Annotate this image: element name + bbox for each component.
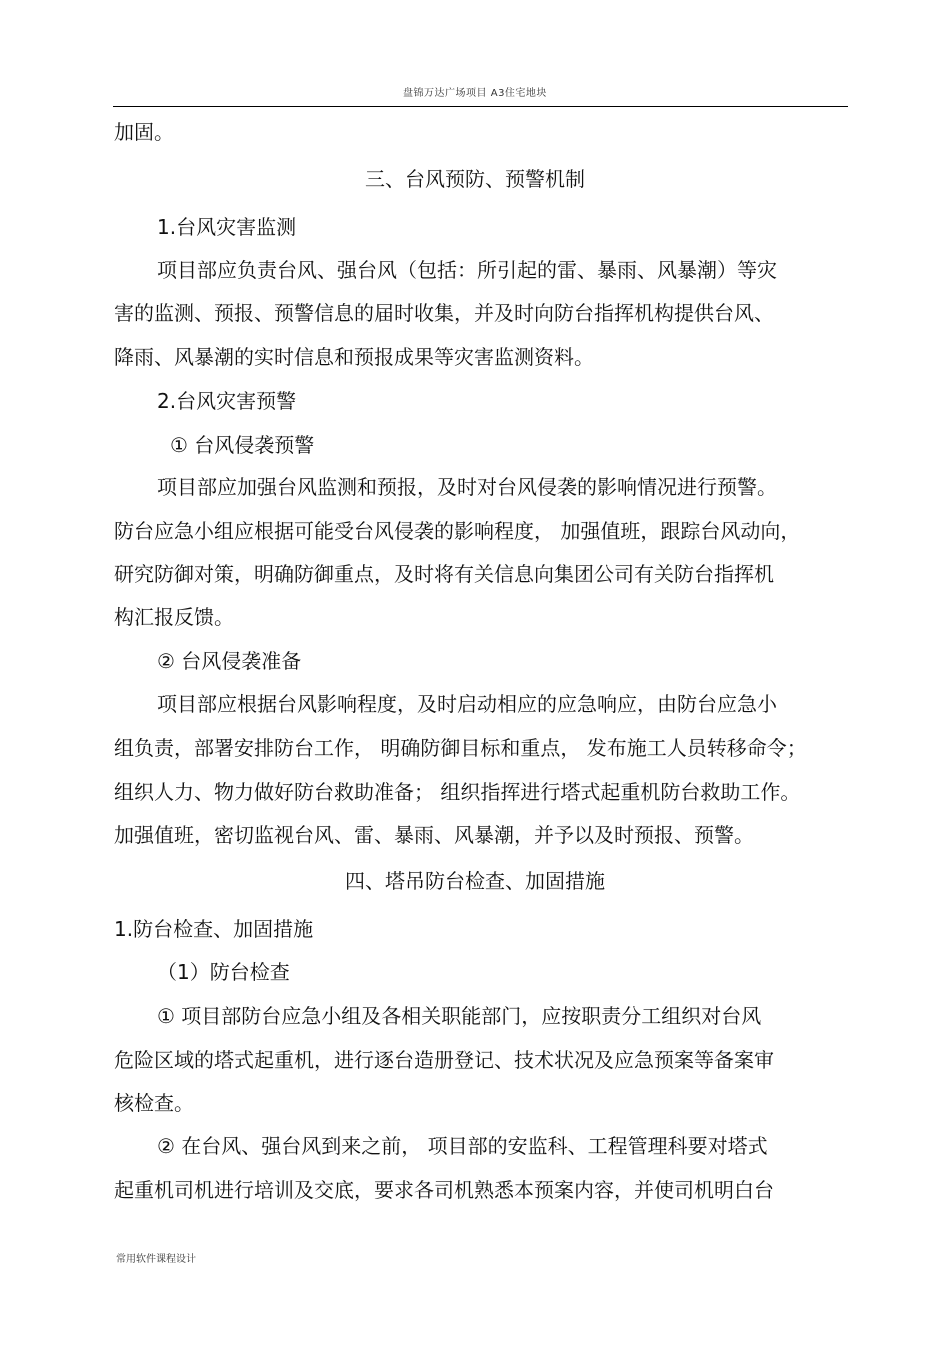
subheading: （1）防台检查 xyxy=(157,960,290,984)
body-line: 加固。 xyxy=(114,120,174,144)
body-line: 研究防御对策，明确防御重点，及时将有关信息向集团公司有关防台指挥机 xyxy=(114,562,774,586)
body-line: 降雨、风暴潮的实时信息和预报成果等灾害监测资料。 xyxy=(114,345,594,369)
page-footer: 常用软件课程设计 xyxy=(116,1254,196,1265)
body-line: ② 在台风、强台风到来之前， 项目部的安监科、工程管理科要对塔式 xyxy=(157,1134,768,1158)
body-line: 项目部应根据台风影响程度，及时启动相应的应急响应，由防台应急小 xyxy=(157,692,777,716)
section-heading: 三、台风预防、预警机制 xyxy=(365,167,585,191)
body-line: 起重机司机进行培训及交底，要求各司机熟悉本预案内容，并使司机明白台 xyxy=(114,1178,774,1202)
subheading: 1.台风灾害监测 xyxy=(157,215,297,239)
subheading: ② 台风侵袭准备 xyxy=(157,649,302,673)
body-line: 构汇报反馈。 xyxy=(114,605,234,629)
body-line: 组负责，部署安排防台工作， 明确防御目标和重点， 发布施工人员转移命令； xyxy=(114,736,807,760)
body-line: 危险区域的塔式起重机，进行逐台造册登记、技术状况及应急预案等备案审 xyxy=(114,1048,774,1072)
section-heading: 四、塔吊防台检查、加固措施 xyxy=(345,869,605,893)
subheading: 2.台风灾害预警 xyxy=(157,389,297,413)
body-line: 加强值班，密切监视台风、雷、暴雨、风暴潮，并予以及时预报、预警。 xyxy=(114,823,754,847)
body-line: ① 项目部防台应急小组及各相关职能部门，应按职责分工组织对台风 xyxy=(157,1004,762,1028)
page-header: 盘锦万达广场项目 A3住宅地块 xyxy=(403,88,547,99)
header-divider xyxy=(113,106,848,107)
subheading: 1.防台检查、加固措施 xyxy=(114,917,314,941)
subheading: ① 台风侵袭预警 xyxy=(170,433,315,457)
body-line: 核检查。 xyxy=(114,1091,194,1115)
body-line: 项目部应负责台风、强台风（包括：所引起的雷、暴雨、风暴潮）等灾 xyxy=(157,258,777,282)
body-line: 项目部应加强台风监测和预报，及时对台风侵袭的影响情况进行预警。 xyxy=(157,475,777,499)
body-line: 害的监测、预报、预警信息的届时收集，并及时向防台指挥机构提供台风、 xyxy=(114,301,774,325)
body-line: 防台应急小组应根据可能受台风侵袭的影响程度， 加强值班，跟踪台风动向， xyxy=(114,519,801,543)
body-line: 组织人力、物力做好防台救助准备； 组织指挥进行塔式起重机防台救助工作。 xyxy=(114,780,801,804)
